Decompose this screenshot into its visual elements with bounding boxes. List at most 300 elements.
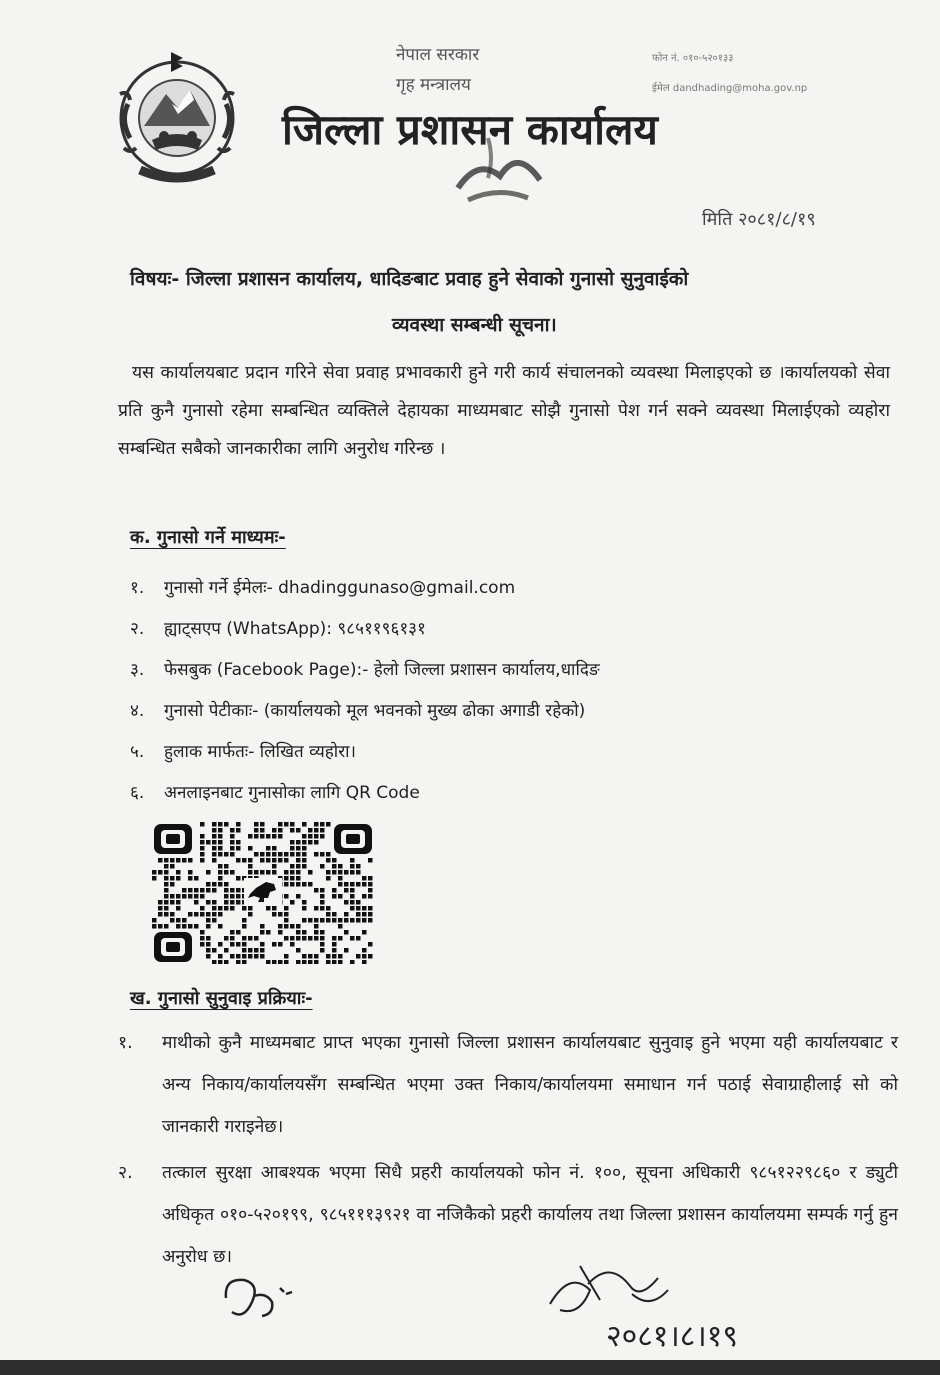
qr-module <box>314 906 319 911</box>
qr-module <box>182 894 187 899</box>
qr-module <box>224 888 229 893</box>
qr-module <box>260 858 265 863</box>
qr-module <box>302 906 307 911</box>
qr-module <box>284 852 289 857</box>
qr-module <box>314 852 319 857</box>
qr-module <box>236 930 241 935</box>
qr-module <box>320 936 325 941</box>
qr-module <box>224 870 229 875</box>
qr-module <box>302 900 307 905</box>
qr-module <box>290 942 295 947</box>
qr-module <box>272 960 277 964</box>
qr-module <box>320 942 325 947</box>
qr-module <box>200 840 205 845</box>
qr-module <box>326 822 331 827</box>
list-item <box>130 648 890 689</box>
qr-module <box>200 834 205 839</box>
list-item <box>118 1152 898 1278</box>
qr-module <box>164 864 169 869</box>
qr-module <box>242 918 247 923</box>
qr-module <box>224 960 229 964</box>
office-email: ईमेल dandhading@moha.gov.np <box>652 83 808 94</box>
item-text: गुनासो पेटीकाः- (कार्यालयको मूल भवनको मुख्य ढोका अगाडी रहेको) <box>164 701 586 721</box>
qr-module <box>290 864 295 869</box>
qr-module <box>158 912 163 917</box>
qr-module <box>164 924 169 929</box>
qr-module <box>242 858 247 863</box>
qr-module <box>194 924 199 929</box>
qr-module <box>278 924 283 929</box>
qr-module <box>164 906 169 911</box>
qr-module <box>266 846 271 851</box>
qr-module <box>206 942 211 947</box>
item-number: २. <box>118 1163 133 1183</box>
qr-module <box>248 834 253 839</box>
item-number: ३. <box>130 660 145 680</box>
qr-module <box>284 906 289 911</box>
qr-module <box>314 888 319 893</box>
qr-module <box>308 828 313 833</box>
qr-module <box>224 822 229 827</box>
hearing-process-list <box>118 1022 898 1282</box>
qr-module <box>212 882 217 887</box>
qr-module <box>290 828 295 833</box>
qr-module <box>278 852 283 857</box>
qr-module <box>290 882 295 887</box>
list-item <box>130 566 890 607</box>
qr-module <box>332 870 337 875</box>
qr-module <box>308 882 313 887</box>
qr-module <box>350 918 355 923</box>
qr-module <box>230 906 235 911</box>
qr-module <box>242 936 247 941</box>
qr-module <box>278 942 283 947</box>
qr-module <box>314 930 319 935</box>
qr-module <box>326 858 331 863</box>
qr-module <box>218 852 223 857</box>
qr-module <box>242 924 247 929</box>
qr-module <box>326 918 331 923</box>
qr-module <box>218 960 223 964</box>
qr-module <box>200 912 205 917</box>
qr-module <box>314 936 319 941</box>
qr-module <box>338 954 343 959</box>
qr-module <box>320 918 325 923</box>
qr-module <box>212 822 217 827</box>
qr-module <box>302 918 307 923</box>
qr-module <box>182 918 187 923</box>
qr-module <box>296 876 301 881</box>
qr-module <box>290 822 295 827</box>
qr-module <box>302 840 307 845</box>
qr-module <box>278 960 283 964</box>
qr-module <box>218 954 223 959</box>
qr-module <box>290 876 295 881</box>
qr-module <box>350 888 355 893</box>
qr-module <box>332 942 337 947</box>
qr-module <box>284 960 289 964</box>
qr-module <box>236 888 241 893</box>
qr-module <box>356 864 361 869</box>
qr-module <box>230 834 235 839</box>
qr-module <box>188 924 193 929</box>
qr-module <box>302 882 307 887</box>
qr-module <box>218 876 223 881</box>
qr-module <box>308 960 313 964</box>
qr-module <box>164 888 169 893</box>
qr-module <box>194 912 199 917</box>
subject-heading <box>130 256 890 348</box>
qr-module <box>254 948 259 953</box>
qr-module <box>212 888 217 893</box>
qr-module <box>254 936 259 941</box>
item-number: २. <box>130 619 145 639</box>
qr-module <box>200 858 205 863</box>
qr-module <box>242 942 247 947</box>
qr-module <box>308 954 313 959</box>
qr-module <box>218 942 223 947</box>
qr-module <box>290 852 295 857</box>
qr-module <box>188 912 193 917</box>
qr-module <box>278 822 283 827</box>
qr-module <box>194 876 199 881</box>
qr-module <box>182 858 187 863</box>
qr-module <box>260 828 265 833</box>
qr-module <box>284 870 289 875</box>
qr-module <box>218 882 223 887</box>
qr-module <box>164 900 169 905</box>
qr-module <box>230 828 235 833</box>
qr-module <box>248 870 253 875</box>
qr-module <box>254 852 259 857</box>
qr-module <box>266 852 271 857</box>
qr-module <box>200 852 205 857</box>
qr-module <box>356 900 361 905</box>
qr-module <box>302 930 307 935</box>
qr-module <box>182 924 187 929</box>
qr-module <box>248 954 253 959</box>
qr-module <box>296 894 301 899</box>
qr-module <box>362 882 367 887</box>
qr-module <box>212 918 217 923</box>
qr-module <box>320 864 325 869</box>
qr-module <box>296 948 301 953</box>
qr-module <box>332 858 337 863</box>
qr-module <box>296 864 301 869</box>
qr-module <box>200 930 205 935</box>
qr-module <box>164 876 169 881</box>
qr-module <box>236 822 241 827</box>
qr-module <box>332 918 337 923</box>
qr-module <box>206 900 211 905</box>
qr-module <box>284 924 289 929</box>
government-ministry-lines <box>396 40 479 100</box>
office-contact <box>652 44 807 104</box>
qr-module <box>350 900 355 905</box>
qr-module <box>266 834 271 839</box>
qr-module <box>212 840 217 845</box>
qr-module <box>230 846 235 851</box>
qr-module <box>230 936 235 941</box>
qr-module <box>236 876 241 881</box>
qr-module <box>236 954 241 959</box>
qr-module <box>296 846 301 851</box>
qr-module <box>338 924 343 929</box>
qr-module <box>224 882 229 887</box>
qr-module <box>362 906 367 911</box>
qr-module <box>236 894 241 899</box>
qr-module <box>224 936 229 941</box>
qr-module <box>260 852 265 857</box>
intro-paragraph: यस कार्यालयबाट प्रदान गरिने सेवा प्रवाह प्रभावकारी हुने गरी कार्य संचालनको व्यवस्था मिलाइएको छ ।कार्यालयको सेवा प्रति कुनै गुनासो रहेमा सम्बन्धित व्यक्तिले देहायका माध्यमबाट सोझै गुनासो पेश गर्न सक्ने व्यवस्था मिलाईएको व्यहोरा सम्बन्धित सबैको जानकारीका लागि अनुरोध गरिन्छ । <box>118 363 890 459</box>
qr-module <box>308 918 313 923</box>
qr-module <box>290 936 295 941</box>
qr-module <box>152 924 157 929</box>
subject-line-2: व्यवस्था सम्बन्धी सूचना। <box>392 314 557 336</box>
qr-module <box>356 912 361 917</box>
qr-module <box>284 954 289 959</box>
qr-module <box>218 828 223 833</box>
qr-module <box>218 912 223 917</box>
qr-module <box>176 918 181 923</box>
qr-module <box>194 900 199 905</box>
qr-module <box>266 906 271 911</box>
qr-module <box>242 960 247 964</box>
qr-module <box>230 900 235 905</box>
office-phone: फोन नं. ०१०-५२०१३३ <box>652 53 734 64</box>
qr-module <box>302 846 307 851</box>
qr-module <box>332 912 337 917</box>
qr-module <box>260 930 265 935</box>
qr-module <box>314 840 319 845</box>
qr-module <box>326 870 331 875</box>
qr-module <box>158 906 163 911</box>
qr-module <box>362 912 367 917</box>
qr-module <box>218 924 223 929</box>
qr-module <box>302 960 307 964</box>
qr-module <box>320 930 325 935</box>
qr-module <box>284 912 289 917</box>
qr-module <box>206 840 211 845</box>
qr-module <box>314 918 319 923</box>
qr-module <box>170 912 175 917</box>
item-number: ६. <box>130 783 145 803</box>
qr-module <box>218 840 223 845</box>
qr-module <box>248 864 253 869</box>
notice-date: मिति २०८१/८/१९ <box>702 209 816 230</box>
qr-module <box>236 900 241 905</box>
qr-module <box>212 846 217 851</box>
qr-module <box>158 924 163 929</box>
qr-module <box>284 858 289 863</box>
qr-module <box>254 954 259 959</box>
signature-date: २०८१।८।१९ <box>606 1319 738 1354</box>
qr-module <box>326 852 331 857</box>
qr-module <box>326 906 331 911</box>
qr-module <box>176 924 181 929</box>
qr-module <box>224 900 229 905</box>
qr-module <box>206 936 211 941</box>
qr-module <box>206 870 211 875</box>
qr-module <box>236 846 241 851</box>
qr-module <box>170 882 175 887</box>
item-text: ह्याट्सएप (WhatsApp): ९८५११९६१३१ <box>164 619 426 639</box>
list-item <box>130 607 890 648</box>
qr-module <box>362 918 367 923</box>
qr-module <box>164 882 169 887</box>
qr-module <box>170 894 175 899</box>
qr-module <box>350 858 355 863</box>
qr-module <box>230 852 235 857</box>
qr-module <box>266 930 271 935</box>
qr-module <box>164 912 169 917</box>
item-text: हुलाक मार्फतः- लिखित व्यहोरा। <box>164 742 356 762</box>
qr-module <box>206 948 211 953</box>
qr-module <box>296 924 301 929</box>
qr-module <box>230 870 235 875</box>
qr-module <box>344 918 349 923</box>
qr-module <box>236 828 241 833</box>
qr-module <box>278 912 283 917</box>
item-text: तत्काल सुरक्षा आबश्यक भएमा सिधै प्रहरी कार्यालयको फोन नं. १००, सूचना अधिकारी ९८५१२२९८६० र ड्युटी अधिकृत ०१०-५२०१९९, ९८५१११३९२१ वा नजिकैको प्रहरी कार्यालय तथा जिल्ला प्रशासन कार्यालयमा सम्पर्क गर्नु हुन अनुरोध छ। <box>162 1163 898 1267</box>
qr-module <box>284 882 289 887</box>
qr-module <box>350 882 355 887</box>
qr-module <box>362 954 367 959</box>
qr-module <box>320 900 325 905</box>
qr-module <box>320 852 325 857</box>
qr-module <box>152 918 157 923</box>
qr-module <box>314 954 319 959</box>
qr-module <box>368 858 373 863</box>
government-name: नेपाल सरकार <box>396 45 480 65</box>
qr-module <box>230 930 235 935</box>
qr-module <box>356 936 361 941</box>
qr-module <box>326 954 331 959</box>
section-a-heading: क. गुनासो गर्ने माध्यमः- <box>130 527 286 548</box>
qr-module <box>338 960 343 964</box>
qr-module <box>200 936 205 941</box>
qr-module <box>272 870 277 875</box>
qr-module <box>272 864 277 869</box>
qr-module <box>302 864 307 869</box>
qr-module <box>314 828 319 833</box>
qr-module <box>296 840 301 845</box>
qr-module <box>332 936 337 941</box>
qr-module <box>338 936 343 941</box>
qr-module <box>218 822 223 827</box>
qr-module <box>212 852 217 857</box>
qr-module <box>236 858 241 863</box>
qr-module <box>272 834 277 839</box>
item-number: ४. <box>130 701 145 721</box>
qr-module <box>278 930 283 935</box>
qr-module <box>170 918 175 923</box>
qr-module <box>242 948 247 953</box>
qr-module <box>314 834 319 839</box>
qr-module <box>164 870 169 875</box>
qr-module <box>224 852 229 857</box>
qr-module <box>176 876 181 881</box>
qr-module <box>350 906 355 911</box>
qr-module <box>296 960 301 964</box>
qr-module <box>188 894 193 899</box>
nepal-government-emblem <box>106 44 248 186</box>
qr-module <box>230 894 235 899</box>
qr-module <box>152 870 157 875</box>
qr-module <box>224 894 229 899</box>
qr-module <box>254 822 259 827</box>
qr-module <box>290 900 295 905</box>
qr-module <box>290 846 295 851</box>
qr-module <box>308 870 313 875</box>
office-title: जिल्ला प्रशासन कार्यालय <box>282 105 658 154</box>
qr-module <box>332 894 337 899</box>
qr-module <box>362 960 367 964</box>
qr-module <box>254 828 259 833</box>
qr-module <box>224 906 229 911</box>
qr-module <box>344 882 349 887</box>
qr-module <box>284 918 289 923</box>
qr-module <box>176 870 181 875</box>
qr-module <box>212 912 217 917</box>
qr-module <box>236 840 241 845</box>
list-item <box>130 730 890 771</box>
qr-module <box>260 822 265 827</box>
qr-module <box>248 936 253 941</box>
ministry-name: गृह मन्त्रालय <box>396 75 471 95</box>
qr-module <box>356 906 361 911</box>
qr-module <box>230 888 235 893</box>
qr-module <box>368 942 373 947</box>
qr-module <box>368 954 373 959</box>
qr-code-image[interactable] <box>152 822 374 964</box>
qr-module <box>212 960 217 964</box>
qr-module <box>272 828 277 833</box>
qr-module <box>248 948 253 953</box>
qr-module <box>212 900 217 905</box>
qr-module <box>272 942 277 947</box>
qr-module <box>344 870 349 875</box>
qr-module <box>206 882 211 887</box>
item-text: गुनासो गर्ने ईमेलः- dhadinggunaso@gmail.com <box>164 578 516 598</box>
item-number: १. <box>130 578 145 598</box>
qr-module <box>176 906 181 911</box>
item-number: ५. <box>130 742 145 762</box>
qr-module <box>338 918 343 923</box>
qr-module <box>362 894 367 899</box>
qr-module <box>272 906 277 911</box>
qr-module <box>218 834 223 839</box>
qr-module <box>218 870 223 875</box>
qr-module <box>302 954 307 959</box>
qr-module <box>188 876 193 881</box>
item-text: माथीको कुनै माध्यमबाट प्राप्त भएका गुनासो जिल्ला प्रशासन कार्यालयबाट सुनुवाइ हुने भएमा यही कार्यालयबाट र अन्य निकाय/कार्यालयसँग सम्बन्धित भएमा उक्त निकाय/कार्यालयमा समाधान गर्न पठाई सेवाग्राहीलाई सो को जानकारी गराइनेछ। <box>162 1033 898 1137</box>
qr-module <box>308 936 313 941</box>
qr-module <box>320 822 325 827</box>
qr-module <box>212 948 217 953</box>
qr-module <box>356 882 361 887</box>
qr-module <box>356 954 361 959</box>
qr-module <box>338 894 343 899</box>
qr-module <box>302 858 307 863</box>
qr-module <box>152 876 157 881</box>
qr-module <box>326 912 331 917</box>
qr-module <box>302 852 307 857</box>
qr-module <box>296 936 301 941</box>
qr-module <box>254 870 259 875</box>
qr-module <box>320 948 325 953</box>
qr-module <box>200 906 205 911</box>
